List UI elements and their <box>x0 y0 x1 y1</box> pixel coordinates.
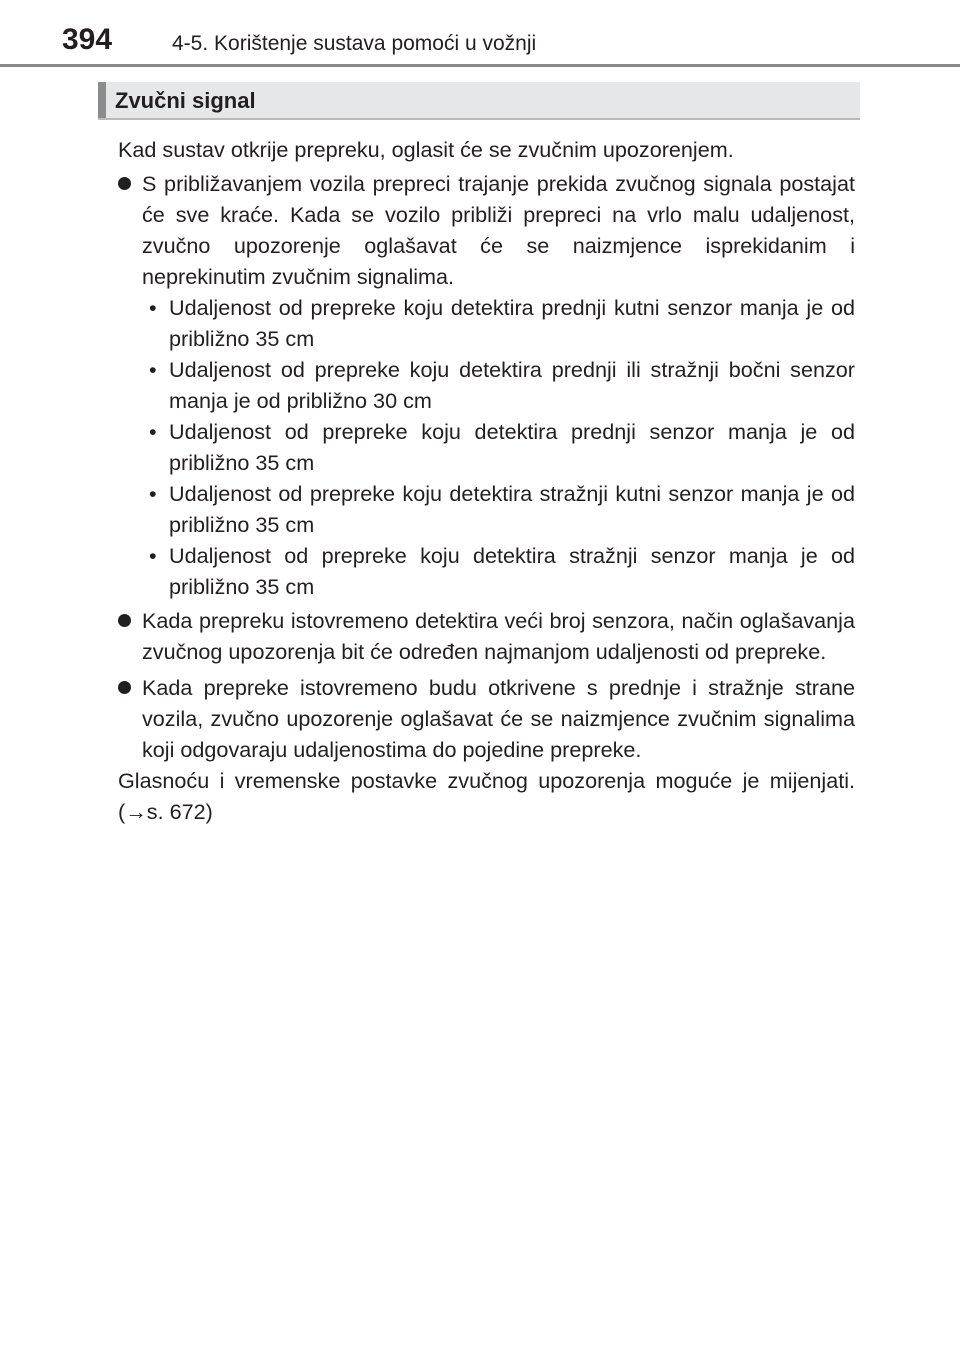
header-rule <box>0 64 960 67</box>
section-title: Zvučni signal <box>115 88 256 113</box>
sub-bullet-icon: • <box>149 543 157 568</box>
bullet-item <box>118 168 855 292</box>
sub-list-item <box>142 416 855 478</box>
closing-paragraph: Glasnoću i vremenske postavke zvučnog upozorenja moguće je mijenjati. (→s. 672) <box>118 768 855 824</box>
bullet-text: Kada prepreke istovremeno budu otkrivene s prednje i stražnje strane vozila, zvučno upozorenje oglašavat će se naizmjence zvučnim signalima koji odgovaraju udaljenostima do pojedine prepreke. <box>142 675 855 762</box>
sub-bullet-icon: • <box>149 357 157 382</box>
sub-list-item <box>142 478 855 540</box>
section-heading-band <box>98 82 860 120</box>
intro-paragraph: Kad sustav otkrije prepreku, oglasit će se zvučnim upozorenjem. <box>118 137 734 162</box>
sub-bullet-icon: • <box>149 419 157 444</box>
bullet-dot-icon <box>118 614 131 627</box>
page-number: 394 <box>62 23 113 56</box>
bullet-text: S približavanjem vozila prepreci trajanje prekida zvučnog signala postajat će sve kraće. Kada se vozilo približi prepreci na vrlo malu udaljenost, zvučno upozorenje oglašavat će se naizmjence isprekidanim i neprekinutim zvučnim signalima. <box>142 171 855 289</box>
sub-item-text: Udaljenost od prepreke koju detektira stražnji senzor manja je od približno 35 cm <box>169 543 855 599</box>
sub-bullet-icon: • <box>149 481 157 506</box>
section-marker <box>98 82 106 118</box>
sub-item-text: Udaljenost od prepreke koju detektira prednji ili stražnji bočni senzor manja je od približno 30 cm <box>169 357 855 413</box>
bullet-item <box>118 605 855 667</box>
sub-bullet-icon: • <box>149 295 157 320</box>
sub-list-item <box>142 540 855 602</box>
sub-item-text: Udaljenost od prepreke koju detektira prednji senzor manja je od približno 35 cm <box>169 419 855 475</box>
sub-list-item <box>142 292 855 354</box>
bullet-item <box>118 672 855 765</box>
sub-list <box>118 292 855 602</box>
sub-item-text: Udaljenost od prepreke koju detektira stražnji kutni senzor manja je od približno 35 cm <box>169 481 855 537</box>
bullet-dot-icon <box>118 177 131 190</box>
bullet-dot-icon <box>118 681 131 694</box>
body-content <box>118 134 855 827</box>
sub-list-item <box>142 354 855 416</box>
bullet-text: Kada prepreku istovremeno detektira veći broj senzora, način oglašavanja zvučnog upozorenja bit će određen najmanjom udaljenosti od prepreke. <box>142 608 855 664</box>
chapter-title: 4-5. Korištenje sustava pomoći u vožnji <box>172 32 537 55</box>
sub-item-text: Udaljenost od prepreke koju detektira prednji kutni senzor manja je od približno 35 cm <box>169 295 855 351</box>
